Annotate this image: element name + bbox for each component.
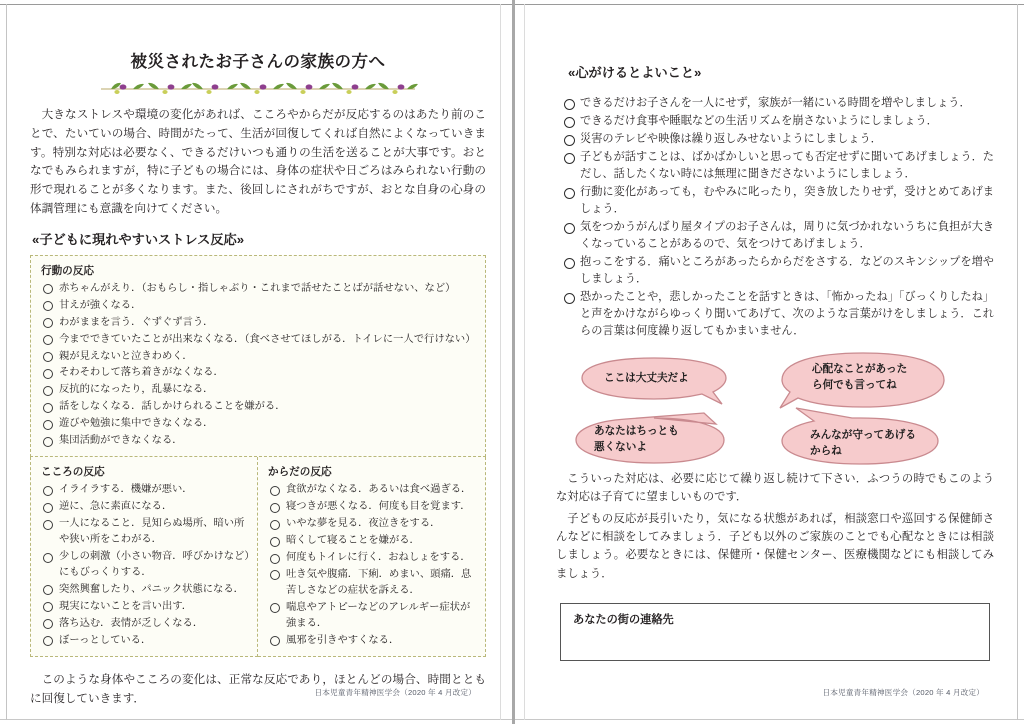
checkbox-circle-icon[interactable] <box>43 636 53 646</box>
list-item[interactable] <box>562 219 994 253</box>
list-item-label: 落ち込む．表情が乏しくなる． <box>59 617 204 629</box>
list-item-label: 抱っこをする．痛いところがあったらからだをさする．などのスキンシップを増やしましょう． <box>580 256 994 286</box>
checkbox-circle-icon[interactable] <box>43 420 53 430</box>
list-item[interactable] <box>39 582 251 598</box>
list-item-label: 吐き気や腹痛．下痢．めまい、頭痛．息苦しさなどの症状を訴える． <box>286 568 472 596</box>
advice-list <box>562 95 994 340</box>
checkbox-circle-icon[interactable] <box>564 293 575 304</box>
speech-bubble-1-text: ここは大丈夫だよ <box>604 372 689 385</box>
checkbox-circle-icon[interactable] <box>43 437 53 447</box>
local-contact-box[interactable] <box>560 603 990 661</box>
checkbox-circle-icon[interactable] <box>270 603 280 613</box>
list-item-label: 親が見えないと泣きわめく． <box>59 350 193 362</box>
list-item-label: ぼーっとしている． <box>59 634 152 646</box>
list-item-label: 気をつかうがんばり屋タイプのお子さんは，周りに気づかれないうちに負担が大きくなっていることがあるので、気をつけてあげましょう． <box>580 221 994 251</box>
list-item[interactable] <box>39 349 479 365</box>
checkbox-circle-icon[interactable] <box>43 318 53 328</box>
list-item-label: 遊びや勉強に集中できなくなる． <box>59 418 214 430</box>
list-item[interactable] <box>39 332 479 348</box>
list-item[interactable] <box>39 315 479 331</box>
local-contact-label: あなたの街の連絡先 <box>573 613 674 626</box>
checkbox-circle-icon[interactable] <box>564 117 575 128</box>
list-item[interactable] <box>266 567 479 599</box>
list-item[interactable] <box>266 633 479 649</box>
speech-bubble-4 <box>766 406 954 473</box>
mind-reactions-label: こころの反応 <box>41 466 105 479</box>
checkbox-circle-icon[interactable] <box>564 135 575 146</box>
intro-paragraph: 大きなストレスや環境の変化があれば、こころやからだが反応するのはあたり前のことで、たいていの場合、時間がたって、生活が回復してくれば自然によくなっていきます。特別な対応は必要なく、できるだけいつも通りの生活を送ることが大事です。おとなでもみられますが，特に子どもの場合には、身体の症状や日ごろはみられない行動の形で現れることが多くなります。また、後回しにされがちですが、おとな自身の心身の体調管理にも意識を向けてください。 <box>30 108 486 215</box>
checkbox-circle-icon[interactable] <box>43 403 53 413</box>
list-item-label: 風邪を引きやすくなる． <box>286 634 400 646</box>
checkbox-circle-icon[interactable] <box>43 553 53 563</box>
list-item-label: 反抗的になったり，乱暴になる． <box>59 384 214 396</box>
list-item[interactable] <box>266 482 479 498</box>
list-item[interactable] <box>39 482 251 498</box>
speech-bubble-1 <box>574 356 734 415</box>
body-reactions-box <box>258 457 486 657</box>
footer-note-right: 日本児童青年精神医学会（2020 年 4 月改定） <box>822 688 984 697</box>
body-reactions-list <box>266 482 479 649</box>
list-item-label: 話をしなくなる．話しかけられることを嫌がる． <box>59 401 286 413</box>
list-item-label: わがままを言う．ぐずぐず言う． <box>59 316 214 328</box>
checkbox-circle-icon[interactable] <box>564 99 575 110</box>
stress-reactions-heading: «子どもに現れやすいストレス反応» <box>32 231 245 247</box>
checkbox-circle-icon[interactable] <box>43 619 53 629</box>
body-reactions-label: からだの反応 <box>268 466 332 479</box>
list-item[interactable] <box>562 184 994 218</box>
checkbox-circle-icon[interactable] <box>270 486 280 496</box>
list-item-label: 恐かったことや，悲しかったことを話すときは、「怖かったね」「びっくりしたね」と声をかけながらゆっくり聞いてあげて、次のような言葉がけをしましょう．これらの言葉は何度繰り返してもかまいません． <box>580 291 994 338</box>
checkbox-circle-icon[interactable] <box>270 503 280 513</box>
list-item[interactable] <box>562 254 994 288</box>
list-item-label: 逆に、急に素直になる． <box>59 501 173 513</box>
tips-heading: «心がけるとよいこと» <box>568 65 702 80</box>
list-item-label: 何度もトイレに行く．おねしょをする． <box>286 552 471 564</box>
list-item[interactable] <box>39 298 479 314</box>
list-item[interactable] <box>39 416 479 432</box>
list-item[interactable] <box>562 149 994 183</box>
list-item-label: 食欲がなくなる．あるいは食べ過ぎる． <box>286 484 472 496</box>
list-item-label: 赤ちゃんがえり．（おもらし・指しゃぶり・これまで話せたことばが話せない、など） <box>59 282 456 294</box>
checkbox-circle-icon[interactable] <box>270 636 280 646</box>
list-item-label: 一人になること．見知らぬ場所、暗い所や狭い所をこわがる． <box>59 518 245 546</box>
checkbox-circle-icon[interactable] <box>564 153 575 164</box>
list-item-label: 現実にないことを言い出す． <box>59 600 193 612</box>
checkbox-circle-icon[interactable] <box>43 503 53 513</box>
list-item[interactable] <box>562 131 994 148</box>
list-item[interactable] <box>266 516 479 532</box>
checkbox-circle-icon[interactable] <box>43 284 53 294</box>
mind-reactions-list <box>39 482 251 649</box>
checkbox-circle-icon[interactable] <box>43 520 53 530</box>
list-item-label: そわそわして落ち着きがなくなる． <box>59 367 224 379</box>
list-item-label: 突然興奮したり、パニック状態になる． <box>59 583 244 595</box>
list-item[interactable] <box>39 399 479 415</box>
checkbox-circle-icon[interactable] <box>564 223 575 234</box>
list-item-label: 集団活動ができなくなる． <box>59 435 183 447</box>
checkbox-circle-icon[interactable] <box>564 258 575 269</box>
list-item-label: 喘息やアトピーなどのアレルギー症状が強まる． <box>286 601 471 629</box>
followup-paragraph-1: こういった対応は、必要に応じて繰り返し続けて下さい．ふつうの時でもこのような対応は子育てに望ましいものです． <box>556 473 994 504</box>
checkbox-circle-icon[interactable] <box>270 554 280 564</box>
list-item[interactable] <box>39 499 251 515</box>
list-item[interactable] <box>39 365 479 381</box>
speech-bubble-3-text: あなたはちっとも 悪くないよ <box>594 425 679 453</box>
list-item[interactable] <box>562 95 994 112</box>
mind-body-reactions-row <box>30 457 486 657</box>
list-item-label: 少しの刺激（小さい物音．呼びかけなど）にもびっくりする． <box>59 551 250 578</box>
list-item[interactable] <box>39 633 251 649</box>
checkbox-circle-icon[interactable] <box>270 537 280 547</box>
list-item-label: 災害のテレビや映像は繰り返しみせないようにしましょう． <box>580 133 882 146</box>
list-item[interactable] <box>39 281 479 297</box>
page-title: 被災されたお子さんの家族の方へ <box>130 53 386 71</box>
list-item[interactable] <box>39 616 251 632</box>
list-item-label: イライラする．機嫌が悪い． <box>59 484 193 496</box>
list-item[interactable] <box>266 550 479 566</box>
list-item-label: できるだけお子さんを一人にせず，家族が一緒にいる時間を増やしましょう． <box>580 97 971 109</box>
checkbox-circle-icon[interactable] <box>43 335 53 345</box>
followup-paragraph-2: 子どもの反応が長引いたり，気になる状態があれば，相談窓口や巡回する保健師さんなどに相談をしてみましょう．子ども以外のご家族のことでも心配なときには相談しましょう。必要なときには、保健所・保健センター、医療機関などにも相談してみましょう． <box>556 513 994 580</box>
footer-note-left: 日本児童青年精神医学会（2020 年 4 月改定） <box>314 688 476 697</box>
list-item[interactable] <box>39 599 251 615</box>
checkbox-circle-icon[interactable] <box>270 570 280 580</box>
list-item[interactable] <box>39 549 251 581</box>
list-item-label: 寝つきが悪くなる．何度も目を覚ます． <box>286 501 471 513</box>
list-item[interactable] <box>562 289 994 340</box>
speech-bubble-2-text: 心配なことがあった ら何でも言ってね <box>812 363 908 391</box>
behavior-reactions-label: 行動の反応 <box>41 264 94 277</box>
list-item[interactable] <box>39 433 479 449</box>
closing-paragraph: このような身体やこころの変化は、正常な反応であり，ほとんどの場合、時間とともに回復していきます． <box>30 672 486 705</box>
checkbox-circle-icon[interactable] <box>43 602 53 612</box>
list-item-label: 子どもが話すことは、ばかばかしいと思っても否定せずに聞いてあげましょう．ただし、話したくない時には無理に聞きださないようにしましょう． <box>580 151 994 181</box>
checkbox-circle-icon[interactable] <box>43 386 53 396</box>
list-item[interactable] <box>266 600 479 632</box>
list-item[interactable] <box>266 533 479 549</box>
floral-divider-icon <box>93 78 423 96</box>
checkbox-circle-icon[interactable] <box>43 352 53 362</box>
checkbox-circle-icon[interactable] <box>270 520 280 530</box>
mind-reactions-box <box>30 457 258 657</box>
list-item[interactable] <box>266 499 479 515</box>
behavior-reactions-list <box>39 281 479 450</box>
reassurance-bubbles-group <box>556 356 994 466</box>
checkbox-circle-icon[interactable] <box>43 301 53 311</box>
checkbox-circle-icon[interactable] <box>43 486 53 496</box>
checkbox-circle-icon[interactable] <box>43 585 53 595</box>
speech-bubble-3 <box>566 410 742 473</box>
list-item[interactable] <box>39 382 479 398</box>
behavior-reactions-box <box>30 255 486 458</box>
list-item-label: 暗くして寝ることを嫌がる． <box>286 535 420 547</box>
right-page <box>512 0 1024 724</box>
list-item[interactable] <box>562 113 994 130</box>
list-item-label: 今までできていたことが出来なくなる．（食べさせてほしがる．トイレに一人で行けない） <box>59 333 476 345</box>
checkbox-circle-icon[interactable] <box>564 188 575 199</box>
speech-bubble-4-text: みんなが守ってあげる からね <box>810 429 916 457</box>
list-item-label: 甘えが強くなる． <box>59 299 142 311</box>
list-item-label: いやな夢を見る．夜泣きをする． <box>286 518 441 530</box>
list-item[interactable] <box>39 516 251 548</box>
list-item-label: できるだけ食事や睡眠などの生活リズムを崩さないようにしましょう． <box>580 115 938 128</box>
checkbox-circle-icon[interactable] <box>43 369 53 379</box>
list-item-label: 行動に変化があっても，むやみに叱ったり，突き放したりせず，受けとめてあげましょう． <box>580 186 994 216</box>
